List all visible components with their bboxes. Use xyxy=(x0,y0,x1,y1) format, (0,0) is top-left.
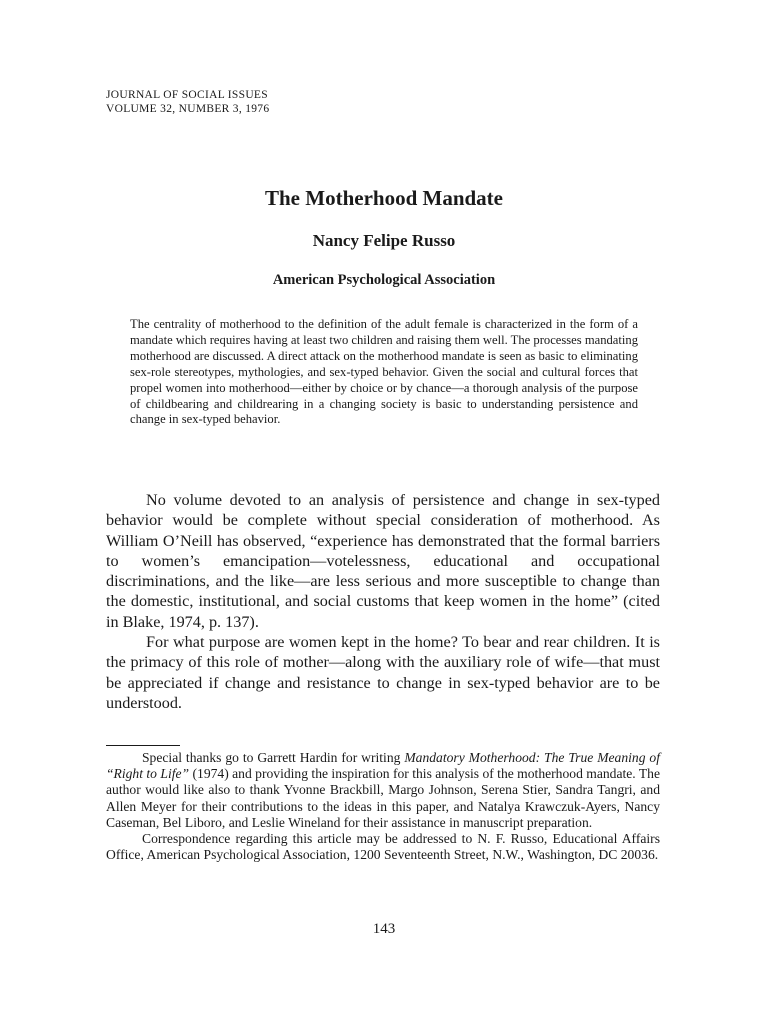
abstract: The centrality of motherhood to the definition of the adult female is characterized in the form of a mandate which requires having at least two children and raising them well. The processes mandating motherhood are discussed. A direct attack on the motherhood mandate is seen as basic to eliminating sex-role stereotypes, mythologies, and sex-typed behavior. Given the social and cultural forces that propel women into motherhood—either by choice or by chance—a thorough analysis of the purpose of childbearing and childrearing in a changing society is basic to understanding persistence and change in sex-typed behavior. xyxy=(130,317,638,427)
journal-header xyxy=(106,88,269,116)
body-paragraph: No volume devoted to an analysis of persistence and change in sex-typed behavior would be complete without special consideration of motherhood. As William O’Neill has observed, “experience has demonstrated that the formal barriers to women’s emancipation—votelessness, educational and occupational discriminations, and the like—are less serious and more susceptible to change than the domestic, institutional, and social customs that keep women in the home” (cited in Blake, 1974, p. 137). xyxy=(106,491,660,631)
body-paragraph: For what purpose are women kept in the home? To bear and rear children. It is the primacy of this role of mother—along with the auxiliary role of wife—that must be appreciated if change and resistance to change in sex-typed behavior are to be understood. xyxy=(106,633,660,712)
footnote-divider xyxy=(106,745,180,746)
correspondence-footnote: Correspondence regarding this article may be addressed to N. F. Russo, Educational Affairs Office, American Psychological Association, 1200 Seventeenth Street, N.W., Washington, DC 20036. xyxy=(106,831,660,863)
article-author: Nancy Felipe Russo xyxy=(312,231,456,250)
acknowledgment-text-end: (1974) and providing the inspiration for this analysis of the motherhood mandate. The author would like also to thank Yvonne Brackbill, Margo Johnson, Serena Stier, Sandra Tangri, and Allen Meyer for their contributions to the ideas in this paper, and Natalya Krawczuk-Ayers, Nancy Caseman, Bel Liboro, and Leslie Wineland for their assistance in manuscript preparation. xyxy=(106,766,660,830)
acknowledgment-footnote xyxy=(106,750,660,831)
acknowledgment-text-start: Special thanks go to Garrett Hardin for writing xyxy=(142,750,405,765)
body-text xyxy=(106,490,660,713)
page-number: 143 xyxy=(372,921,396,937)
journal-name: JOURNAL OF SOCIAL ISSUES xyxy=(106,89,268,101)
volume-info: VOLUME 32, NUMBER 3, 1976 xyxy=(106,103,270,115)
footnotes xyxy=(106,750,660,863)
author-affiliation: American Psychological Association xyxy=(272,272,496,288)
cited-book-title: Mandatory Motherhood: The True Meaning of “Right to Life” xyxy=(106,750,660,782)
article-title: The Motherhood Mandate xyxy=(265,186,503,210)
